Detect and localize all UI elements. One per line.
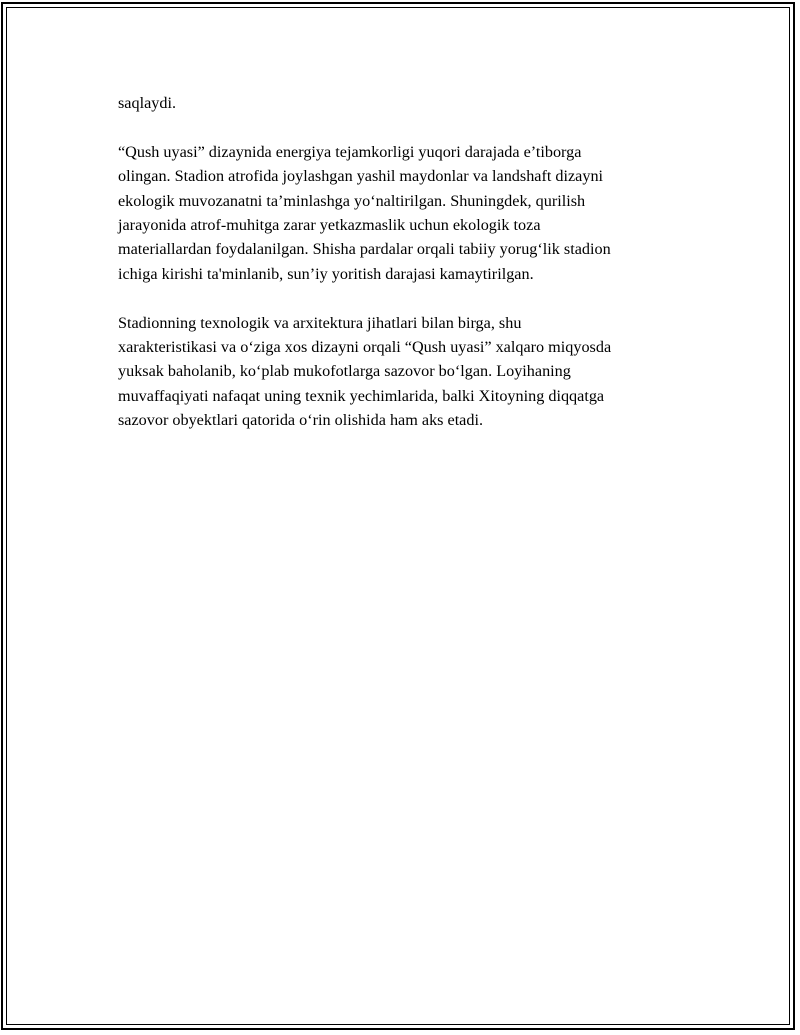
text-line: yuksak baholanib, ko‘plab mukofotlarga sazovor bo‘lgan. Loyihaning	[118, 362, 571, 381]
text-line: jarayonida atrof-muhitga zarar yetkazmaslik uchun ekologik toza	[118, 216, 541, 235]
text-line: Stadionning texnologik va arxitektura jihatlari bilan birga, shu	[118, 313, 522, 332]
text-line: “Qush uyasi” dizaynida energiya tejamkorligi yuqori darajada e’tiborga	[118, 142, 582, 161]
paragraph-spacer	[118, 115, 688, 139]
text-line: sazovor obyektlari qatorida o‘rin olishida ham aks etadi.	[118, 411, 484, 430]
paragraph-energy-efficiency	[118, 140, 688, 286]
text-line: ekologik muvozanatni taʼminlashga yoʻnaltirilgan. Shuningdek, qurilish	[118, 191, 586, 210]
paragraph-continuation	[118, 91, 688, 115]
paragraph-spacer	[118, 286, 688, 310]
paragraph-recognition	[118, 311, 688, 433]
text-line: saqlaydi.	[118, 94, 176, 112]
text-line: muvaffaqiyati nafaqat uning texnik yechimlarida, balki Xitoyning diqqatga	[118, 386, 605, 405]
text-line: xarakteristikasi va o‘ziga xos dizayni orqali “Qush uyasi” xalqaro miqyosda	[118, 338, 612, 357]
text-line: materiallardan foydalanilgan. Shisha pardalar orqali tabiiy yorug‘lik stadion	[118, 240, 611, 259]
text-line: olingan. Stadion atrofida joylashgan yashil maydonlar va landshaft dizayni	[118, 167, 604, 186]
text-line: ichiga kirishi ta'minlanib, sun’iy yoritish darajasi kamaytirilgan.	[118, 264, 534, 283]
document-body	[118, 91, 688, 433]
